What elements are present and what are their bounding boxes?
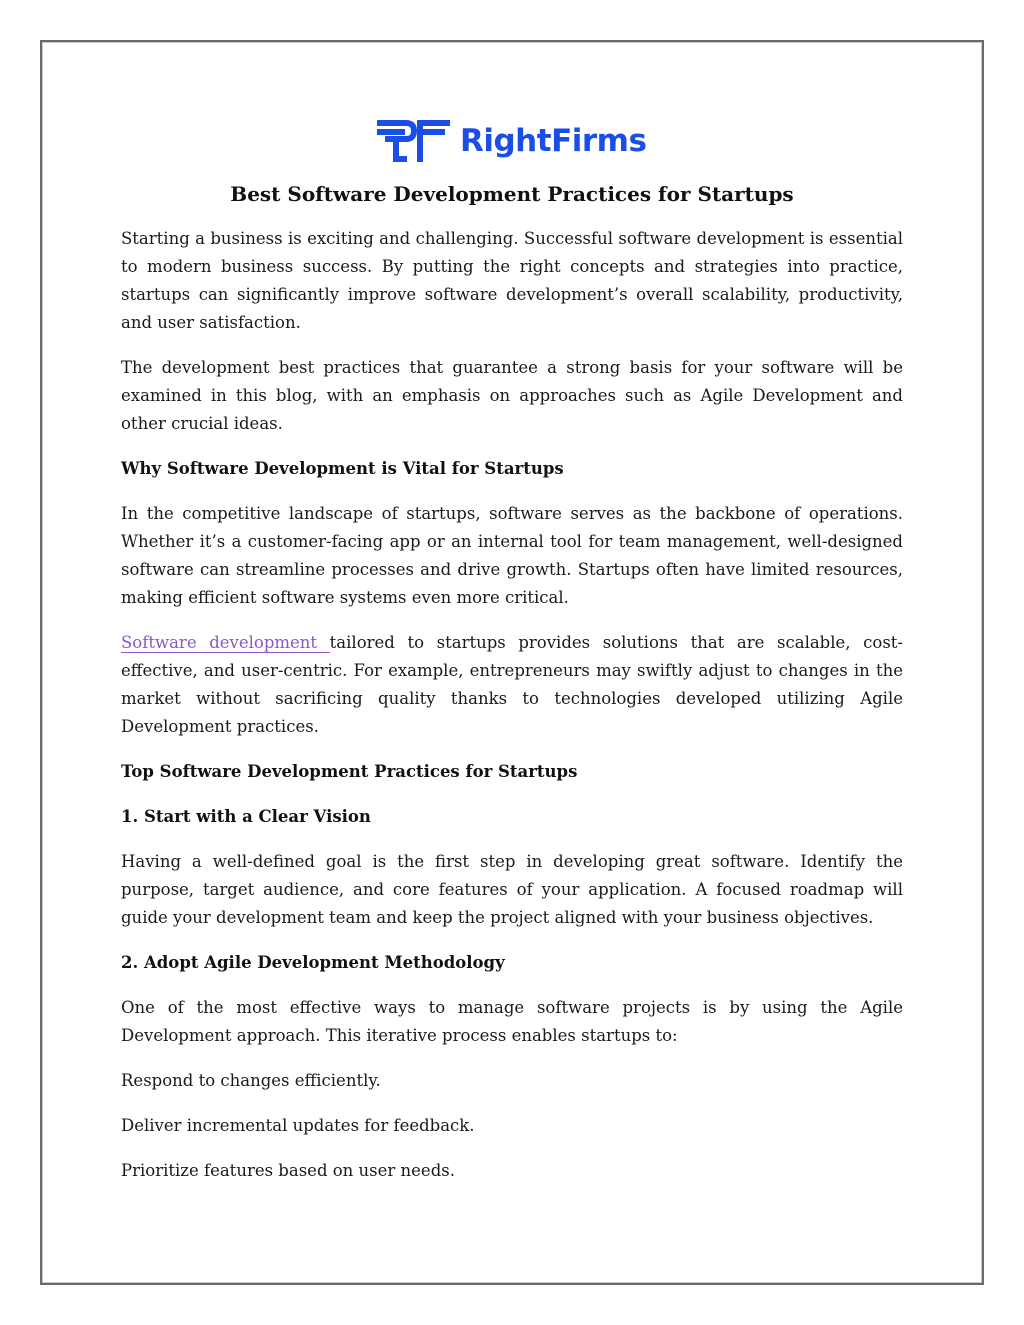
section-heading-top-practices: Top Software Development Practices for Startups <box>121 762 578 781</box>
practice-2-paragraph: One of the most effective ways to manage software projects is by using the Agile Development approach. This iterative process enables startups to: <box>121 998 903 1045</box>
practice-1-heading: 1. Start with a Clear Vision <box>121 807 371 826</box>
section1-paragraph-1: In the competitive landscape of startups, software serves as the backbone of operations. Whether it’s a customer-facing app or an internal tool for team management, well-designed software can streamline processes and drive growth. Startups often have limited resources, making efficient software systems even more critical. <box>121 504 903 607</box>
practice-2-heading: 2. Adopt Agile Development Methodology <box>121 953 505 972</box>
intro-paragraph-1: Starting a business is exciting and challenging. Successful software development is essential to modern business success. By putting the right concepts and strategies into practice, startups can significantly improve software development’s overall scalability, productivity, and user satisfaction. <box>121 229 903 332</box>
list-item: Prioritize features based on user needs. <box>121 1161 455 1180</box>
rightfirms-logo <box>376 118 646 164</box>
document-body <box>121 180 903 1202</box>
section1-paragraph-2-text: tailored to startups provides solutions that are scalable, cost-effective, and user-centric. For example, entrepreneurs may swiftly adjust to changes in the market without sacrificing quality thanks to technologies developed utilizing Agile Development practices. <box>121 633 903 736</box>
software-development-link[interactable]: Software development <box>121 633 330 652</box>
section-heading-why: Why Software Development is Vital for Startups <box>121 459 564 478</box>
list-item: Deliver incremental updates for feedback. <box>121 1116 475 1135</box>
logo-wordmark: RightFirms <box>460 122 647 159</box>
list-item: Respond to changes efficiently. <box>121 1071 381 1090</box>
section1-paragraph-2 <box>121 629 903 741</box>
intro-paragraph-2: The development best practices that guarantee a strong basis for your software will be examined in this blog, with an emphasis on approaches such as Agile Development and other crucial ideas. <box>121 358 903 433</box>
rf-monogram-icon <box>376 118 450 164</box>
document-title: Best Software Development Practices for Startups <box>230 182 794 206</box>
practice-1-paragraph: Having a well-defined goal is the first step in developing great software. Identify the purpose, target audience, and core features of your application. A focused roadmap will guide your development team and keep the project aligned with your business objectives. <box>121 852 903 927</box>
